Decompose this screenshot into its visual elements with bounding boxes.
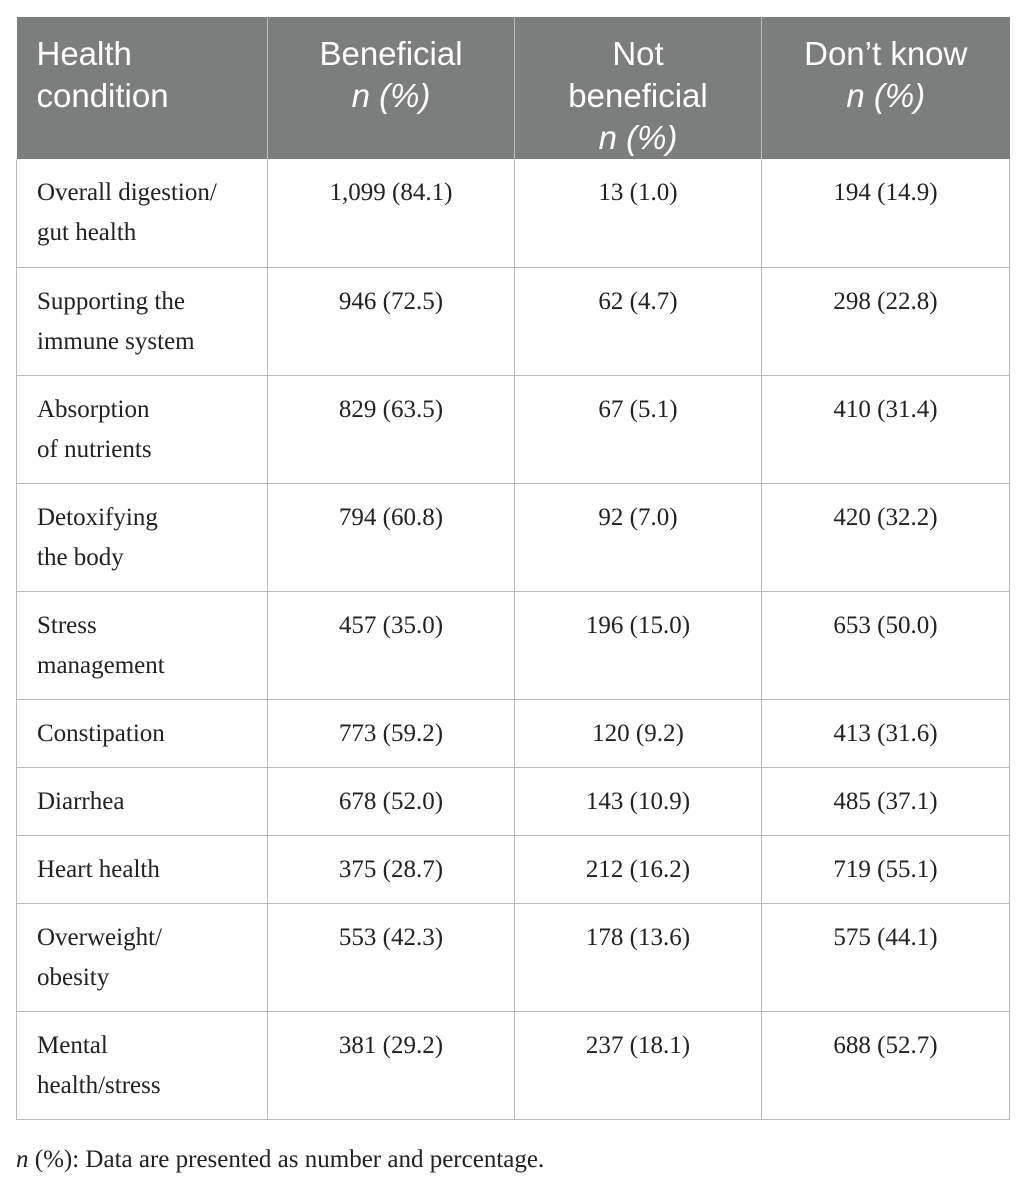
cell-beneficial: 678 (52.0): [268, 767, 515, 835]
table-row: [17, 483, 1010, 591]
footnote-text: (%): Data are presented as number and percentage.: [28, 1146, 545, 1173]
table-row: [17, 267, 1010, 375]
cell-beneficial: 457 (35.0): [268, 591, 515, 699]
row-label: Stress management: [17, 591, 268, 699]
table-row: [17, 591, 1010, 699]
cell-not-beneficial: 237 (18.1): [515, 1011, 762, 1119]
cell-not-beneficial: 67 (5.1): [515, 375, 762, 483]
cell-not-beneficial: 92 (7.0): [515, 483, 762, 591]
cell-dont-know: 420 (32.2): [762, 483, 1010, 591]
table-header-row: [17, 17, 1010, 159]
cell-dont-know: 485 (37.1): [762, 767, 1010, 835]
header-beneficial-unit: n (%): [351, 77, 431, 114]
row-label: Heart health: [17, 835, 268, 903]
table-row: [17, 159, 1010, 267]
cell-dont-know: 413 (31.6): [762, 699, 1010, 767]
table-row: [17, 835, 1010, 903]
cell-not-beneficial: 143 (10.9): [515, 767, 762, 835]
table-row: [17, 903, 1010, 1011]
header-not-beneficial: Not beneficial n (%): [515, 17, 762, 159]
header-beneficial: Beneficial n (%): [268, 17, 515, 159]
header-dont-know-unit: n (%): [846, 77, 926, 114]
row-label: Overweight/ obesity: [17, 903, 268, 1011]
cell-beneficial: 773 (59.2): [268, 699, 515, 767]
cell-dont-know: 410 (31.4): [762, 375, 1010, 483]
cell-not-beneficial: 178 (13.6): [515, 903, 762, 1011]
row-label: Constipation: [17, 699, 268, 767]
cell-beneficial: 375 (28.7): [268, 835, 515, 903]
cell-beneficial: 1,099 (84.1): [268, 159, 515, 267]
cell-not-beneficial: 62 (4.7): [515, 267, 762, 375]
header-dont-know: Don’t know n (%): [762, 17, 1010, 159]
row-label: Detoxifying the body: [17, 483, 268, 591]
footnote-symbol: n: [16, 1146, 29, 1173]
cell-dont-know: 653 (50.0): [762, 591, 1010, 699]
table-row: [17, 767, 1010, 835]
cell-beneficial: 829 (63.5): [268, 375, 515, 483]
cell-not-beneficial: 13 (1.0): [515, 159, 762, 267]
cell-beneficial: 794 (60.8): [268, 483, 515, 591]
cell-dont-know: 688 (52.7): [762, 1011, 1010, 1119]
header-not-beneficial-unit: n (%): [598, 119, 678, 156]
cell-not-beneficial: 120 (9.2): [515, 699, 762, 767]
table-row: [17, 699, 1010, 767]
row-label: Absorption of nutrients: [17, 375, 268, 483]
cell-dont-know: 575 (44.1): [762, 903, 1010, 1011]
table-row: [17, 375, 1010, 483]
cell-not-beneficial: 196 (15.0): [515, 591, 762, 699]
cell-beneficial: 553 (42.3): [268, 903, 515, 1011]
cell-dont-know: 194 (14.9): [762, 159, 1010, 267]
cell-dont-know: 298 (22.8): [762, 267, 1010, 375]
cell-not-beneficial: 212 (16.2): [515, 835, 762, 903]
cell-dont-know: 719 (55.1): [762, 835, 1010, 903]
health-condition-table: [16, 17, 1010, 1120]
data-table-container: [16, 17, 1009, 1120]
row-label: Mental health/stress: [17, 1011, 268, 1119]
cell-beneficial: 381 (29.2): [268, 1011, 515, 1119]
table-footnote: [16, 1143, 544, 1177]
row-label: Diarrhea: [17, 767, 268, 835]
table-row: [17, 1011, 1010, 1119]
row-label: Supporting the immune system: [17, 267, 268, 375]
header-health-condition: Health condition: [17, 17, 268, 159]
cell-beneficial: 946 (72.5): [268, 267, 515, 375]
row-label: Overall digestion/ gut health: [17, 159, 268, 267]
